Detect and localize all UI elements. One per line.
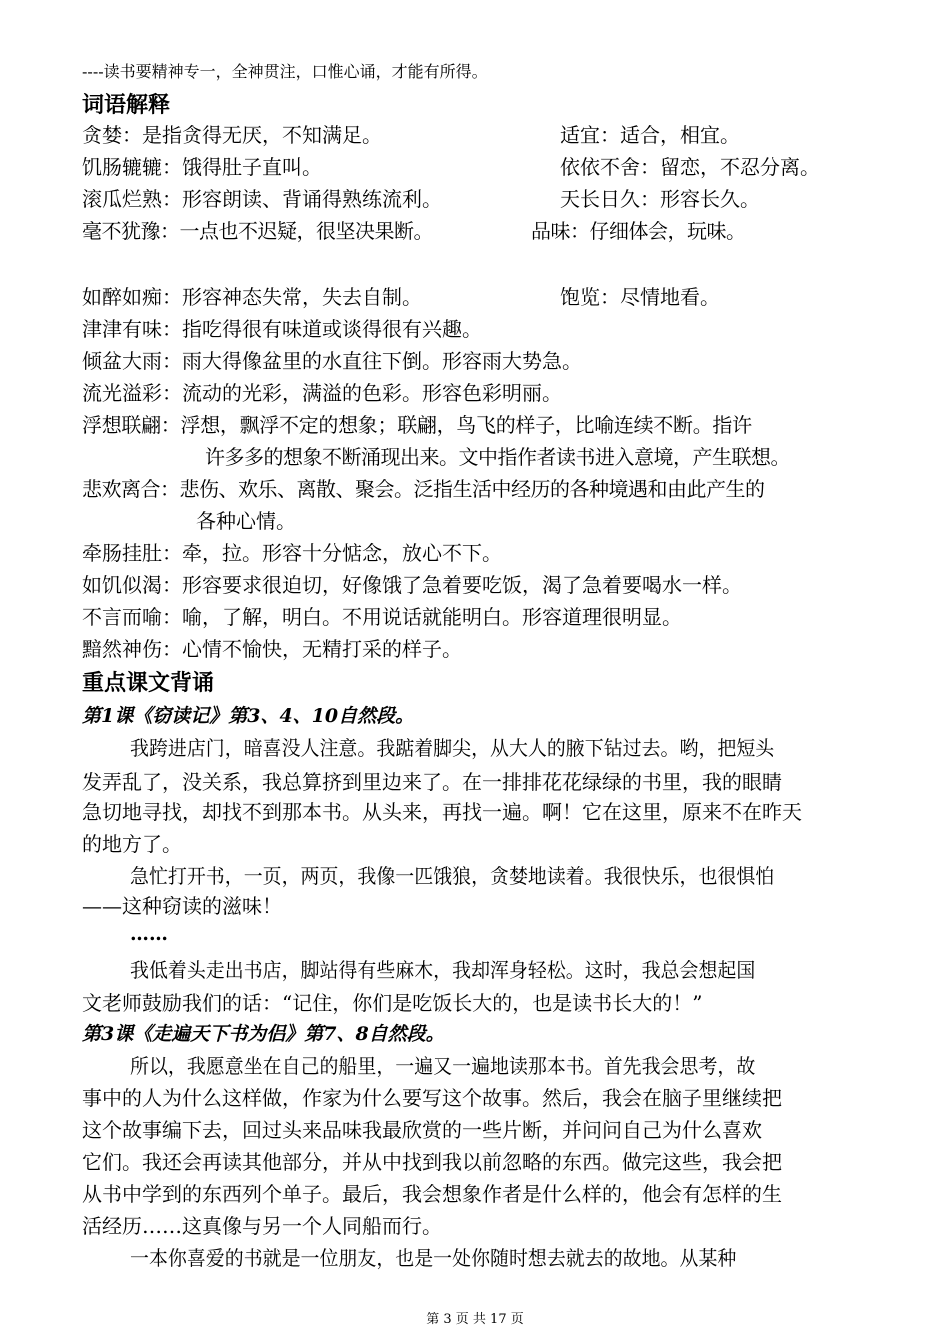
lesson-1-line: ——这种窃读的滋味！ [82,894,282,918]
recite-heading: 重点课文背诵 [82,671,215,696]
page-footer: 第 3 页 共 17 页 [426,1312,524,1327]
vocab-entry: 如醉如痴：形容神态失常，失去自制。 [82,285,422,309]
vocab-entry: 滚瓜烂熟：形容朗读、背诵得熟练流利。 [82,187,442,211]
vocab-entry-continued: 各种心情。 [196,509,296,533]
vocab-entry: 倾盆大雨：雨大得像盆里的水直往下倒。形容雨大势急。 [82,349,582,373]
vocab-entry: 浮想联翩：浮想，飘浮不定的想象；联翩，鸟飞的样子，比喻连续不断。指许 [82,413,752,437]
lesson-1-line: 发弄乱了，没关系，我总算挤到里边来了。在一排排花花绿绿的书里，我的眼睛 [82,770,782,794]
top-quote: ----读书要精神专一，全神贯注，口惟心诵，才能有所得。 [82,62,488,81]
lesson-3-line: 它们。我还会再读其他部分，并从中找到我以前忽略的东西。做完这些，我会把 [82,1150,782,1174]
lesson-1-line: 文老师鼓励我们的话：“记住，你们是吃饭长大的，也是读书长大的！” [82,991,703,1015]
vocab-entry: 品味：仔细体会，玩味。 [531,219,746,243]
lesson-1-title: 第1课《窃读记》第3、4、10自然段。 [82,705,415,727]
lesson-3-line: 从书中学到的东西列个单子。最后，我会想象作者是什么样的，他会有怎样的生 [82,1182,782,1206]
lesson-3-line: 这个故事编下去，回过头来品味我最欣赏的一些片断，并问问自己为什么喜欢 [82,1118,762,1142]
vocab-heading: 词语解释 [82,93,171,118]
vocab-entry: 饱览：尽情地看。 [560,285,720,309]
lesson-3-line: 一本你喜爱的书就是一位朋友，也是一处你随时想去就去的故地。从某种 [130,1246,737,1270]
lesson-3-title: 第3课《走遍天下书为侣》第7、8自然段。 [82,1023,445,1045]
vocab-entry: 黯然神伤：心情不愉快，无精打采的样子。 [82,637,462,661]
lesson-1-line: 我跨进店门，暗喜没人注意。我踮着脚尖，从大人的腋下钻过去。哟，把短头 [130,736,775,760]
vocab-entry: 适宜：适合，相宜。 [560,123,740,147]
vocab-entry: 饥肠辘辘：饿得肚子直叫。 [82,155,322,179]
vocab-entry: 津津有味：指吃得很有味道或谈得很有兴趣。 [82,317,482,341]
vocab-entry: 牵肠挂肚：牵，拉。形容十分惦念，放心不下。 [82,541,502,565]
lesson-3-line: 活经历……这真像与另一个人同船而行。 [82,1214,442,1238]
vocab-entry: 毫不犹豫：一点也不迟疑，很坚决果断。 [82,219,433,243]
vocab-entry: 天长日久：形容长久。 [560,187,760,211]
lesson-1-line: 急忙打开书，一页，两页，我像一匹饿狼，贪婪地读着。我很快乐，也很惧怕 [130,864,775,888]
lesson-3-line: 事中的人为什么这样做，作家为什么要写这个故事。然后，我会在脑子里继续把 [82,1086,782,1110]
lesson-1-line: 急切地寻找，却找不到那本书。从头来，再找一遍。啊！它在这里，原来不在昨天 [82,800,802,824]
vocab-entry: 贪婪：是指贪得无厌，不知满足。 [82,123,382,147]
lesson-3-line: 所以，我愿意坐在自己的船里，一遍又一遍地读那本书。首先我会思考，故 [130,1054,756,1078]
ellipsis: …… [130,921,168,945]
vocab-entry: 悲欢离合：悲伤、欢乐、离散、聚会。泛指生活中经历的各种境遇和由此产生的 [82,477,765,501]
lesson-1-line: 的地方了。 [82,832,182,856]
lesson-1-line: 我低着头走出书店，脚站得有些麻木，我却浑身轻松。这时，我总会想起国 [130,958,756,982]
vocab-entry: 流光溢彩：流动的光彩，满溢的色彩。形容色彩明丽。 [82,381,562,405]
vocab-entry: 如饥似渴：形容要求很迫切，好像饿了急着要吃饭，渴了急着要喝水一样。 [82,573,742,597]
vocab-entry: 依依不舍：留恋，不忍分离。 [560,155,820,179]
vocab-entry-continued: 许多多的想象不断涌现出来。文中指作者读书进入意境，产生联想。 [205,445,790,469]
vocab-entry: 不言而喻：喻，了解，明白。不用说话就能明白。形容道理很明显。 [82,605,682,629]
